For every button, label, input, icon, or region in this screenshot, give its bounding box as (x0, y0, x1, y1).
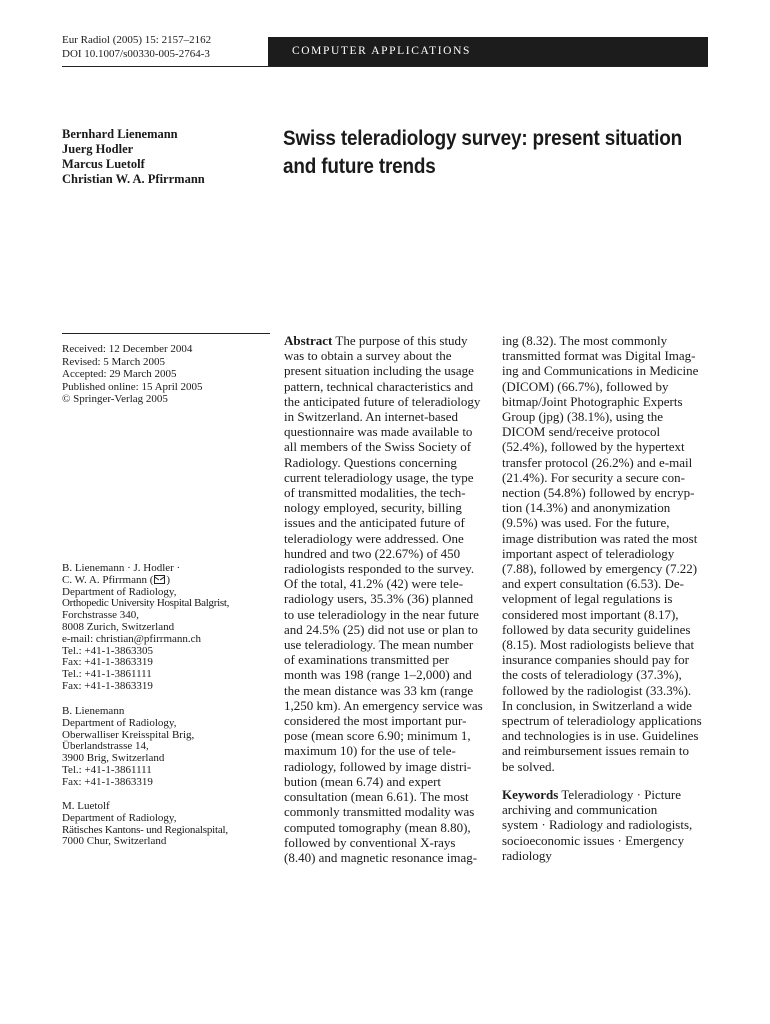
abstract-line: and expert consultation (6.53). De- (502, 576, 684, 592)
abstract-line: and 24.5% (25) did not use or plan to (284, 621, 478, 637)
affiliation-block (62, 706, 194, 789)
keywords-line (502, 787, 702, 802)
affiliation-text: C. W. A. Pfirrmann ( (62, 573, 154, 586)
keywords-text: Teleradiology · Picture (558, 786, 682, 802)
abstract-line: all members of the Swiss Society of (284, 439, 472, 455)
affiliation-line: Department of Radiology, (62, 811, 177, 824)
revised-date: Revised: 5 March 2005 (62, 355, 165, 368)
abstract-column-2 (502, 333, 702, 863)
abstract-line: important aspect of teleradiology (502, 545, 675, 561)
abstract-line: be solved. (502, 758, 555, 774)
abstract-line: bution (mean 6.74) and expert (284, 773, 442, 789)
abstract-line: Group (jpg) (38.1%), using the (502, 409, 664, 425)
abstract-line: teleradiology were addressed. One (284, 530, 464, 546)
abstract-line: (9.5%) was used. For the future, (502, 515, 670, 531)
abstract-line: the anticipated future of teleradiology (284, 393, 481, 409)
affiliation-line: Department of Radiology, (62, 585, 177, 598)
affiliation-line: Oberwalliser Kreisspital Brig, (62, 728, 195, 741)
abstract-line (284, 333, 483, 348)
abstract-line: (21.4%). For security a secure con- (502, 469, 686, 485)
published-date: Published online: 15 April 2005 (62, 380, 203, 393)
keywords-line: archiving and communication (502, 802, 658, 818)
abstract-line: Radiology. Questions concerning (284, 454, 457, 470)
abstract-line: ing (8.32). The most commonly (502, 333, 668, 348)
abstract-line: computed tomography (mean 8.80), (284, 819, 471, 835)
abstract-line: Of the total, 41.2% (42) were tele- (284, 576, 464, 592)
abstract-heading: Abstract (284, 333, 333, 348)
affiliation-text: ) (166, 573, 171, 586)
affiliation-line: M. Luetolf (62, 800, 110, 812)
abstract-line: followed by the radiologist (33.3%). (502, 682, 692, 698)
title-line: and future trends (283, 154, 436, 178)
affiliation-block (62, 563, 229, 693)
article-history (62, 343, 203, 406)
abstract-line: the mean distance was 33 km (range (284, 682, 474, 698)
article-title (283, 124, 682, 180)
abstract-line: In conclusion, in Switzerland a wide (502, 697, 692, 713)
received-date: Received: 12 December 2004 (62, 343, 193, 355)
affiliation-line: 3900 Brig, Switzerland (62, 752, 165, 765)
abstract-line: pattern, technical characteristics and (284, 378, 474, 394)
abstract-line: month was 198 (range 1–2,000) and (284, 667, 472, 683)
abstract-line: current teleradiology usage, the type (284, 469, 474, 485)
abstract-line: radiology, followed by image distri- (284, 758, 472, 774)
abstract-line: to use teleradiology in the near future (284, 606, 479, 622)
abstract-line: and technologies is in use. Guidelines (502, 728, 699, 744)
abstract-line: commonly transmitted modality was (284, 804, 475, 820)
affiliation-line (62, 575, 229, 587)
abstract-line: spectrum of teleradiology applications (502, 713, 702, 729)
abstract-line: and reimbursement issues remain to (502, 743, 690, 759)
keywords-line: radiology (502, 847, 552, 863)
abstract-line: transfer protocol (26.2%) and e-mail (502, 454, 693, 470)
abstract-line: hundred and two (22.67%) of 450 (284, 545, 461, 561)
author: Christian W. A. Pfirrmann (62, 172, 205, 186)
keywords-line: system · Radiology and radiologists, (502, 817, 693, 833)
affiliation-line: 7000 Chur, Switzerland (62, 835, 167, 848)
keywords-heading: Keywords (502, 786, 559, 802)
copyright: © Springer-Verlag 2005 (62, 393, 168, 405)
abstract-text: The purpose of this study (332, 333, 468, 348)
doi: DOI 10.1007/s00330-005-2764-3 (62, 48, 210, 60)
abstract-line: ing and Communications in Medicine (502, 363, 699, 379)
affiliation-line: B. Lienemann (62, 705, 125, 717)
affiliation-line: Department of Radiology, (62, 716, 177, 729)
affiliation-line: Forchstrasse 340, (62, 609, 139, 622)
affiliation-line: B. Lienemann · J. Hodler · (62, 562, 181, 574)
accepted-date: Accepted: 29 March 2005 (62, 368, 177, 380)
abstract-column-1 (284, 333, 483, 865)
affiliation-line: Fax: +41-1-3863319 (62, 656, 153, 669)
author-list (62, 127, 205, 187)
abstract-line: consultation (mean 6.61). The most (284, 789, 469, 805)
author: Bernhard Lienemann (62, 127, 178, 141)
abstract-line: use teleradiology. The mean number (284, 637, 474, 653)
title-line: Swiss teleradiology survey: present situation (283, 126, 682, 150)
envelope-icon (154, 575, 165, 584)
author: Marcus Luetolf (62, 157, 145, 171)
abstract-line: radiologists responded to the survey. (284, 561, 475, 577)
abstract-line: radiology users, 35.3% (36) planned (284, 591, 474, 607)
abstract-line: bitmap/Joint Photographic Experts (502, 393, 683, 409)
affiliation-line: 8008 Zurich, Switzerland (62, 620, 175, 633)
section-banner: COMPUTER APPLICATIONS (268, 37, 708, 66)
abstract-line: in Switzerland. An internet-based (284, 409, 459, 425)
abstract-line: (DICOM) (66.7%), followed by (502, 378, 669, 394)
history-divider (62, 333, 270, 334)
abstract-line: was to obtain a survey about the (284, 348, 452, 364)
journal-citation: Eur Radiol (2005) 15: 2157–2162 (62, 34, 212, 46)
abstract-line: maximum 10) for the use of tele- (284, 743, 456, 759)
spacer (502, 774, 702, 787)
affiliation-line: Tel.: +41-1-3863305 (62, 644, 153, 657)
abstract-line: the costs of teleradiology (37.3%), (502, 667, 682, 683)
abstract-line: nology employed, security, billing (284, 500, 462, 516)
affiliation-line: Rätisches Kantons- und Regionalspital, (62, 823, 228, 836)
affiliation-block (62, 801, 228, 848)
abstract-line: insurance companies should pay for (502, 652, 690, 668)
abstract-line: image distribution was rated the most (502, 530, 698, 546)
abstract-line: transmitted format was Digital Imag- (502, 348, 696, 364)
email-link[interactable]: e-mail: christian@pfirrmann.ch (62, 632, 202, 645)
abstract-line: tion (14.3%) and anonymization (502, 500, 671, 516)
abstract-line: DICOM send/receive protocol (502, 424, 661, 440)
abstract-line: present situation including the usage (284, 363, 474, 379)
header-divider (62, 66, 708, 67)
abstract-line: nection (54.8%) followed by encryp- (502, 485, 695, 501)
keywords-line: socioeconomic issues · Emergency (502, 832, 685, 848)
abstract-line: 1,250 km). An emergency service was (284, 697, 483, 713)
abstract-line: (7.88), followed by emergency (7.22) (502, 561, 698, 577)
affiliation-line: Orthopedic University Hospital Balgrist, (62, 597, 230, 610)
abstract-line: of transmitted modalities, the tech- (284, 485, 466, 501)
author: Juerg Hodler (62, 142, 134, 156)
abstract-line: (52.4%), followed by the hypertext (502, 439, 685, 455)
abstract-line: considered the most important pur- (284, 713, 467, 729)
abstract-line: followed by data security guidelines (502, 621, 691, 637)
journal-reference (62, 33, 211, 61)
affiliation-line: Fax: +41-1-3863319 (62, 679, 153, 692)
abstract-line: questionnaire was made available to (284, 424, 473, 440)
abstract-line: considered most important (8.17), (502, 606, 679, 622)
affiliation-line: Fax: +41-1-3863319 (62, 775, 153, 788)
abstract-line: followed by conventional X-rays (284, 834, 456, 850)
abstract-line: pose (mean score 6.90; minimum 1, (284, 728, 471, 744)
abstract-line: (8.15). Most radiologists believe that (502, 637, 695, 653)
abstract-line: (8.40) and magnetic resonance imag- (284, 849, 478, 865)
affiliation-line: Überlandstrasse 14, (62, 740, 149, 753)
affiliation-line: Tel.: +41-1-3861111 (62, 668, 152, 681)
abstract-line: velopment of legal regulations is (502, 591, 673, 607)
abstract-line: issues and the anticipated future of (284, 515, 465, 531)
abstract-line: of examinations transmitted per (284, 652, 449, 668)
affiliation-line: Tel.: +41-1-3861111 (62, 763, 152, 776)
